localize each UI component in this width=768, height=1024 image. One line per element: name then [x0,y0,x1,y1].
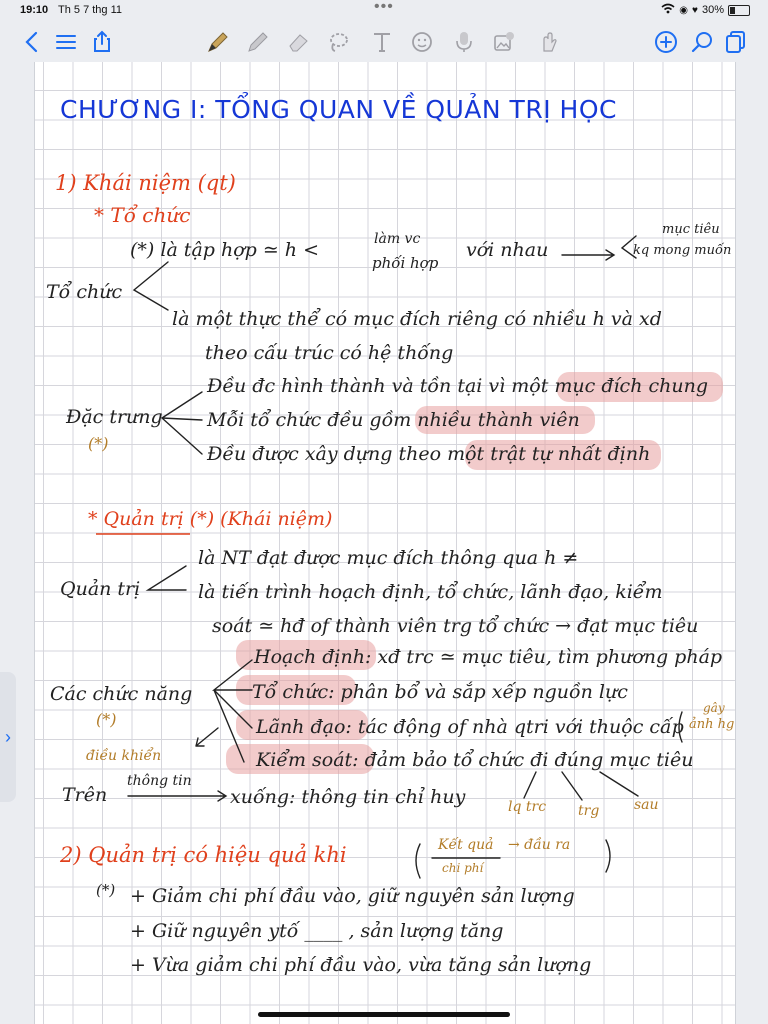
to-chuc-phoi-hop: phối hợp [372,254,439,272]
microphone-icon[interactable] [450,28,478,56]
battery-percent: 30% [701,4,724,16]
multitasking-dots-icon[interactable]: ••• [374,0,394,15]
dac-trung-star: (*) [88,434,109,453]
section-1-heading: 1) Khái niệm (qt) [55,171,236,195]
lasso-icon[interactable] [324,28,352,56]
heart-icon: ♥ [692,4,698,16]
to-chuc-muc-tieu: mục tiêu [662,222,720,237]
label-dac-trung: Đặc trưng [66,406,163,428]
section-2-chi-phi: chi phí [442,861,484,875]
quan-tri-2: là tiến trình hoạch định, tổ chức, lãnh đạo, kiểm [198,581,663,603]
search-icon[interactable] [688,28,716,56]
wifi-icon [661,3,675,17]
dac-trung-2: Mỗi tổ chức đều gồm nhiều thành viên [207,409,580,431]
label-xuong: xuống: thông tin chỉ huy [230,786,466,808]
location-icon: ◉ [679,4,689,16]
toolbar [0,22,768,62]
chuc-nang-star: (*) [96,710,117,729]
dac-trung-3: Đều được xây dựng theo một trật tự nhất định [207,443,651,465]
status-bar [0,0,768,22]
section-2-heading: 2) Quản trị có hiệu quả khi [60,843,347,867]
back-chevron-icon[interactable] [18,28,46,56]
image-insert-icon[interactable] [490,28,518,56]
note-dieu-khien: điều khiển [86,748,162,764]
subheading-to-chuc: * Tổ chức [94,203,191,227]
label-to-chuc: Tổ chức [46,281,123,303]
bullet-1: + Giảm chi phí đầu vào, giữ nguyên sản lượng [130,885,575,907]
hand-icon[interactable] [534,28,562,56]
sticker-icon[interactable] [408,28,436,56]
share-icon[interactable] [88,28,116,56]
battery-fill [730,7,735,14]
to-chuc-line-3: theo cấu trúc có hệ thống [205,342,454,364]
status-right [661,3,750,17]
label-quan-tri: Quản trị [60,578,141,600]
status-date: Th 5 7 thg 11 [58,4,123,16]
quan-tri-1: là NT đạt được mục đích thông qua h ≠ [198,547,579,569]
status-time: 19:10 [20,4,49,16]
to-chuc-lam-vc: làm vc [374,231,421,247]
eraser-icon[interactable] [284,28,312,56]
to-chuc-line-2: là một thực thể có mục đích riêng có nhiều h và xd [172,308,662,330]
note-title: CHƯƠNG I: TỔNG QUAN VỀ QUẢN TRỊ HỌC [60,95,617,124]
chevron-right-icon: › [5,726,11,747]
subheading-quan-tri: * Quản trị (*) (Khái niệm) [88,508,333,530]
text-tool-icon[interactable] [368,28,396,56]
pencil-icon[interactable] [244,28,272,56]
home-indicator[interactable] [258,1012,510,1017]
pages-icon[interactable] [722,28,750,56]
kiem-soat-truoc: lq trc [508,799,547,815]
chuc-nang-kiem-soat: Kiểm soát: đảm bảo tổ chức đi đúng mục tiêu [256,749,694,771]
to-chuc-line-1: (*) là tập hợp ≃ h < [130,239,320,261]
side-panel-tab[interactable] [0,672,16,802]
bullet-2: + Giữ nguyên ytố ____ , sản lượng tăng [130,920,504,942]
section-2-ket-qua: Kết quả [438,837,494,853]
lanh-dao-note-gay: gây [703,701,725,715]
lanh-dao-note-anh-hg: ảnh hg [689,717,735,732]
add-page-icon[interactable] [652,28,680,56]
label-cac-chuc-nang: Các chức năng [50,683,193,705]
chuc-nang-hoach-dinh: Hoạch định: xđ trc ≃ mục tiêu, tìm phương pháp [254,646,723,668]
kiem-soat-trong: trg [578,803,600,819]
quan-tri-3: soát ≃ hđ of thành viên trg tổ chức → đạt mục tiêu [212,615,699,637]
kiem-soat-sau: sau [634,797,659,813]
to-chuc-voi-nhau: với nhau [466,239,549,261]
pen-icon[interactable] [204,28,232,56]
list-icon[interactable] [52,28,80,56]
label-thong-tin: thông tin [127,773,192,789]
label-tren: Trên [62,784,108,806]
section-2-star: (*) [96,881,116,899]
chuc-nang-lanh-dao: Lãnh đạo: tác động of nhà qtri với thuộc cấp [256,716,684,738]
dac-trung-1: Đều đc hình thành và tồn tại vì một mục đích chung [207,375,708,397]
chuc-nang-to-chuc: Tổ chức: phân bổ và sắp xếp nguồn lực [252,681,628,703]
section-2-dau-ra: → đầu ra [508,837,571,853]
battery-icon [728,5,750,16]
bullet-3: + Vừa giảm chi phí đầu vào, vừa tăng sản lượng [130,954,592,976]
to-chuc-kq: kq mong muốn [633,243,732,258]
